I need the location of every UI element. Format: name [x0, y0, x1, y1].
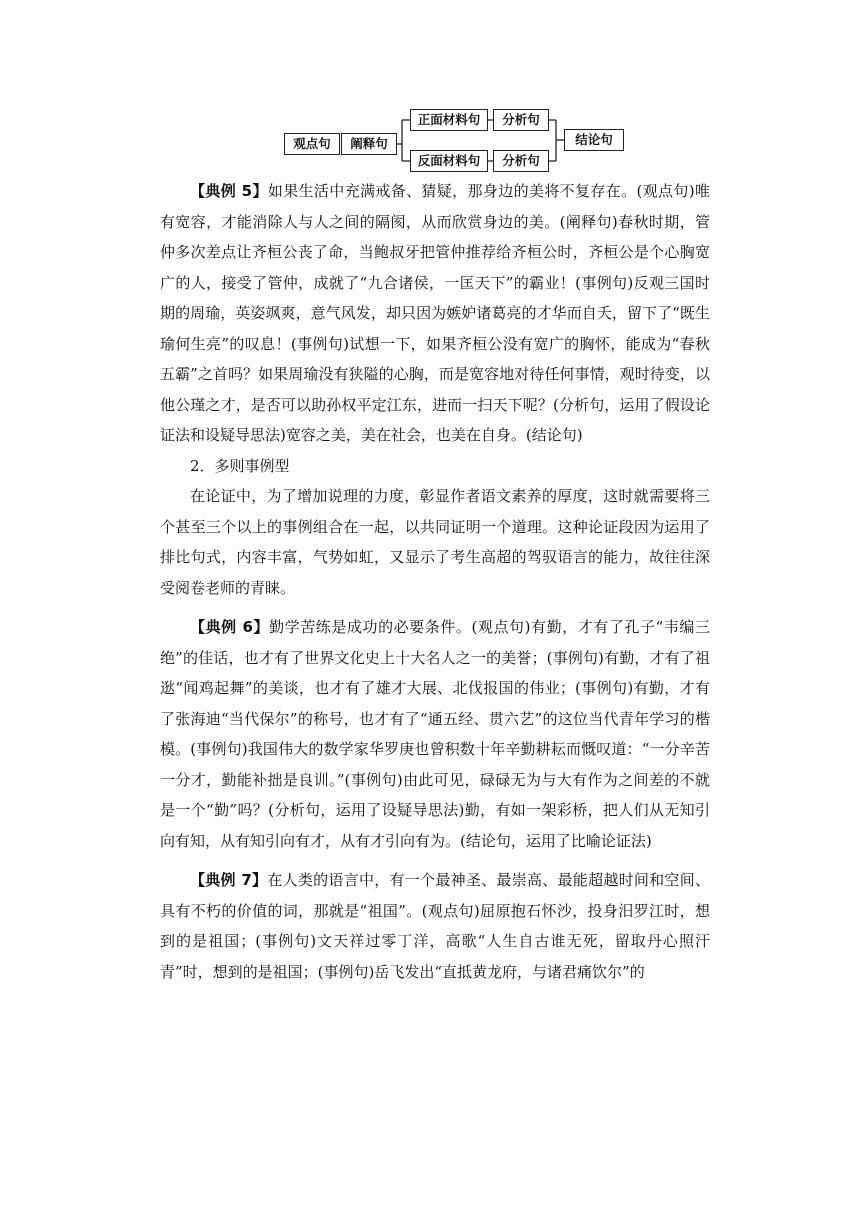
example-5-paragraph — [160, 176, 710, 451]
example-7-label: 【典例 7】 — [190, 871, 268, 889]
example-6-paragraph — [160, 612, 710, 856]
positive-material-box: 正面材料句 — [410, 109, 488, 131]
viewpoint-box: 观点句 — [284, 133, 340, 155]
example-7-text: 在人类的语言中，有一个最神圣、最崇高、最能超越时间和空间、具有不朽的价值的词，那就是“祖国”。(观点句)屈原抱石怀沙，投身汨罗江时，想到的是祖国；(事例句)文天祥过零丁洋，高歌“人生自古谁无死，留取丹心照汗青”时，想到的是祖国；(事例句)岳飞发出“直抵黄龙府，与诸君痛饮尔”的 — [160, 871, 710, 981]
explanation-box: 阐释句 — [341, 133, 397, 155]
analysis-box-bottom: 分析句 — [493, 150, 549, 172]
example-7-paragraph — [160, 865, 710, 987]
analysis-box-top: 分析句 — [493, 109, 549, 131]
example-5-label: 【典例 5】 — [190, 182, 268, 200]
example-6-label: 【典例 6】 — [190, 618, 270, 636]
argument-structure-diagram — [0, 0, 860, 180]
negative-material-box: 反面材料句 — [410, 150, 488, 172]
example-5-text: 如果生活中充满戒备、猜疑，那身边的美将不复存在。(观点句)唯有宽容，才能消除人与人之间的隔阂，从而欣赏身边的美。(阐释句)春秋时期，管仲多次差点让齐桓公丧了命，当鲍叔牙把管仲推荐给齐桓公时，齐桓公是个心胸宽广的人，接受了管仲，成就了“九合诸侯，一匡天下”的霸业！(事例句)反观三国时期的周瑜，英姿飒爽，意气风发，却只因为嫉妒诸葛亮的才华而自夭，留下了“既生瑜何生亮”的叹息！(事例句)试想一下，如果齐桓公没有宽广的胸怀，能成为“春秋五霸”之首吗？如果周瑜没有狭隘的心胸，而是宽容地对待任何事情，观时待变，以他公瑾之才，是否可以助孙权平定江东，进而一扫天下呢？(分析句，运用了假设论证法和设疑导思法)宽容之美，美在社会，也美在自身。(结论句) — [160, 182, 710, 444]
example-6-text: 勤学苦练是成功的必要条件。(观点句)有勤，才有了孔子“韦编三绝”的佳话，也才有了世界文化史上十大名人之一的美誉；(事例句)有勤，才有了祖逖“闻鸡起舞”的美谈，也才有了雄才大展、北伐报国的伟业；(事例句)有勤，才有了张海迪“当代保尔”的称号，也才有了“通五经、贯六艺”的这位当代青年学习的楷模。(事例句)我国伟大的数学家华罗庚也曾积数十年辛勤耕耘而慨叹道：“一分辛苦一分才，勤能补拙是良训。”(事例句)由此可见，碌碌无为与大有作为之间差的不就是一个“勤”吗？(分析句，运用了设疑导思法)勤，有如一架彩桥，把人们从无知引向有知，从有知引向有才，从有才引向有为。(结论句，运用了比喻论证法) — [160, 618, 710, 850]
section-2-paragraph: 在论证中，为了增加说理的力度，彰显作者语文素养的厚度，这时就需要将三个甚至三个以上的事例组合在一起，以共同证明一个道理。这种论证段因为运用了排比句式，内容丰富，气势如虹，又显示了考生高超的驾驭语言的能力，故往往深受阅卷老师的青睐。 — [160, 487, 710, 597]
document-body — [160, 176, 710, 987]
section-2-heading: 2．多则事例型 — [190, 456, 290, 475]
conclusion-box: 结论句 — [564, 129, 624, 151]
